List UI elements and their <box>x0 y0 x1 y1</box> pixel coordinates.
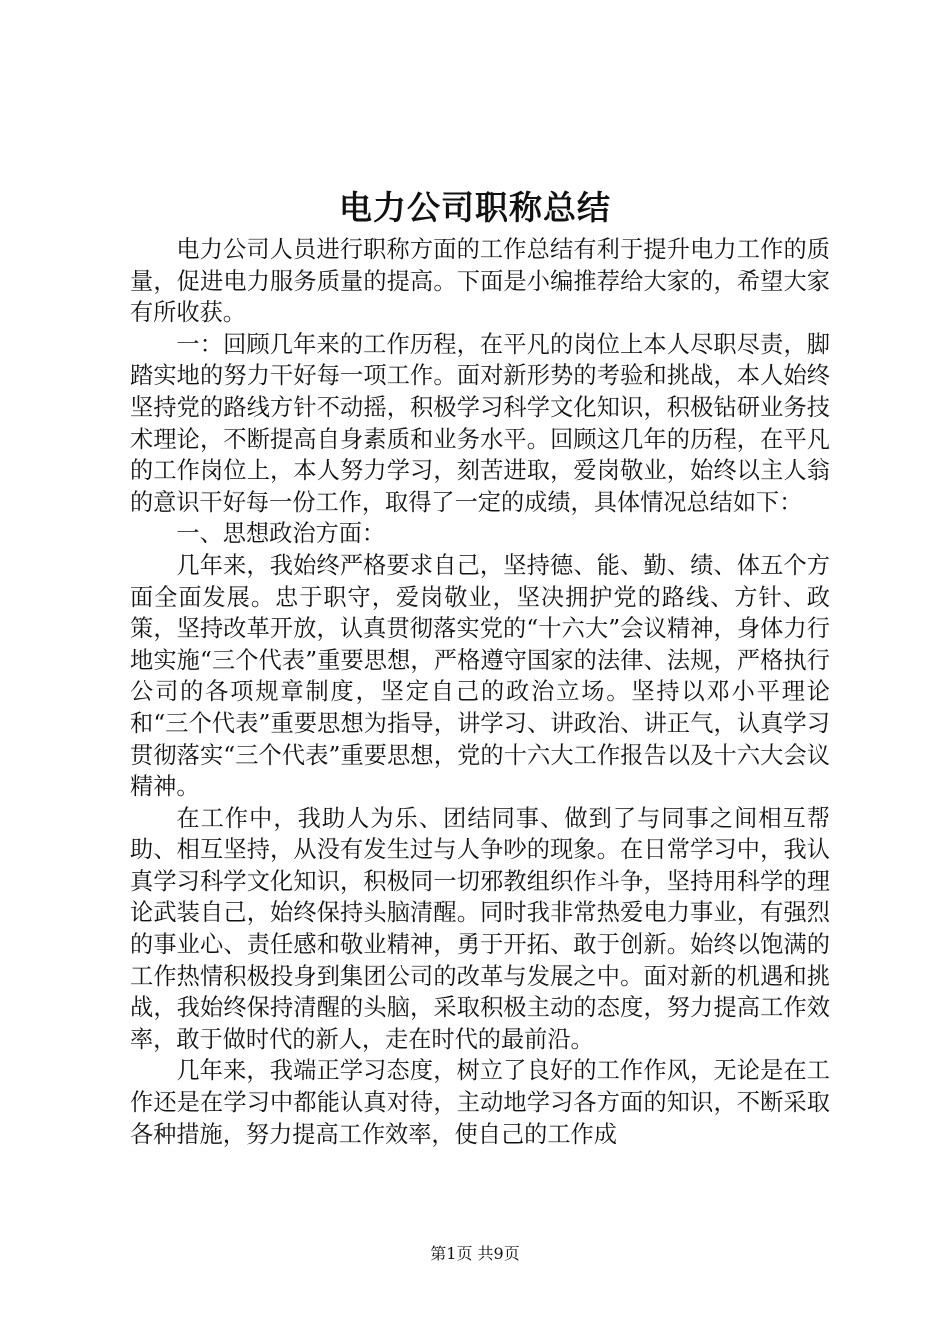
document-body <box>130 234 830 1150</box>
body-paragraph: 电力公司人员进行职称方面的工作总结有利于提升电力工作的质量，促进电力服务质量的提高。下面是小编推荐给大家的，希望大家有所收获。 <box>130 236 830 327</box>
section-heading: 一、思想政治方面： <box>176 520 386 548</box>
body-paragraph: 一：回顾几年来的工作历程，在平凡的岗位上本人尽职尽责，脚踏实地的努力干好每一项工作。面对新形势的考验和挑战，本人始终坚持党的路线方针不动摇，积极学习科学文化知识，积极钻研业务技术理论，不断提高自身素质和业务水平。回顾这几年的历程，在平凡的工作岗位上，本人努力学习，刻苦进取，爱岗敬业，始终以主人翁的意识干好每一份工作，取得了一定的成绩，具体情况总结如下： <box>130 330 830 516</box>
body-paragraph: 几年来，我端正学习态度，树立了良好的工作作风，无论是在工作还是在学习中都能认真对待，主动地学习各方面的知识，不断采取各种措施，努力提高工作效率，使自己的工作成 <box>130 1057 830 1148</box>
body-paragraph: 在工作中，我助人为乐、团结同事、做到了与同事之间相互帮助、相互坚持，从没有发生过与人争吵的现象。在日常学习中，我认真学习科学文化知识，积极同一切邪教组织作斗争，坚持用科学的理论武装自己，始终保持头脑清醒。同时我非常热爱电力事业，有强烈的事业心、责任感和敬业精神，勇于开拓、敢于创新。始终以饱满的工作热情积极投身到集团公司的改革与发展之中。面对新的机遇和挑战，我始终保持清醒的头脑，采取积极主动的态度，努力提高工作效率，敢于做时代的新人，走在时代的最前沿。 <box>130 804 830 1053</box>
body-paragraph: 几年来，我始终严格要求自己，坚持德、能、勤、绩、体五个方面全面发展。忠于职守，爱岗敬业，坚决拥护党的路线、方针、政策，坚持改革开放，认真贯彻落实党的“十六大”会议精神，身体力行地实施“三个代表”重要思想，严格遵守国家的法律、法规，严格执行公司的各项规章制度，坚定自己的政治立场。坚持以邓小平理论和“三个代表”重要思想为指导，讲学习、讲政治、讲正气，认真学习贯彻落实“三个代表”重要思想，党的十六大工作报告以及十六大会议精神。 <box>130 551 830 801</box>
page-footer: 第1页 共9页 <box>430 1244 520 1263</box>
document-title: 电力公司职称总结 <box>339 188 611 227</box>
